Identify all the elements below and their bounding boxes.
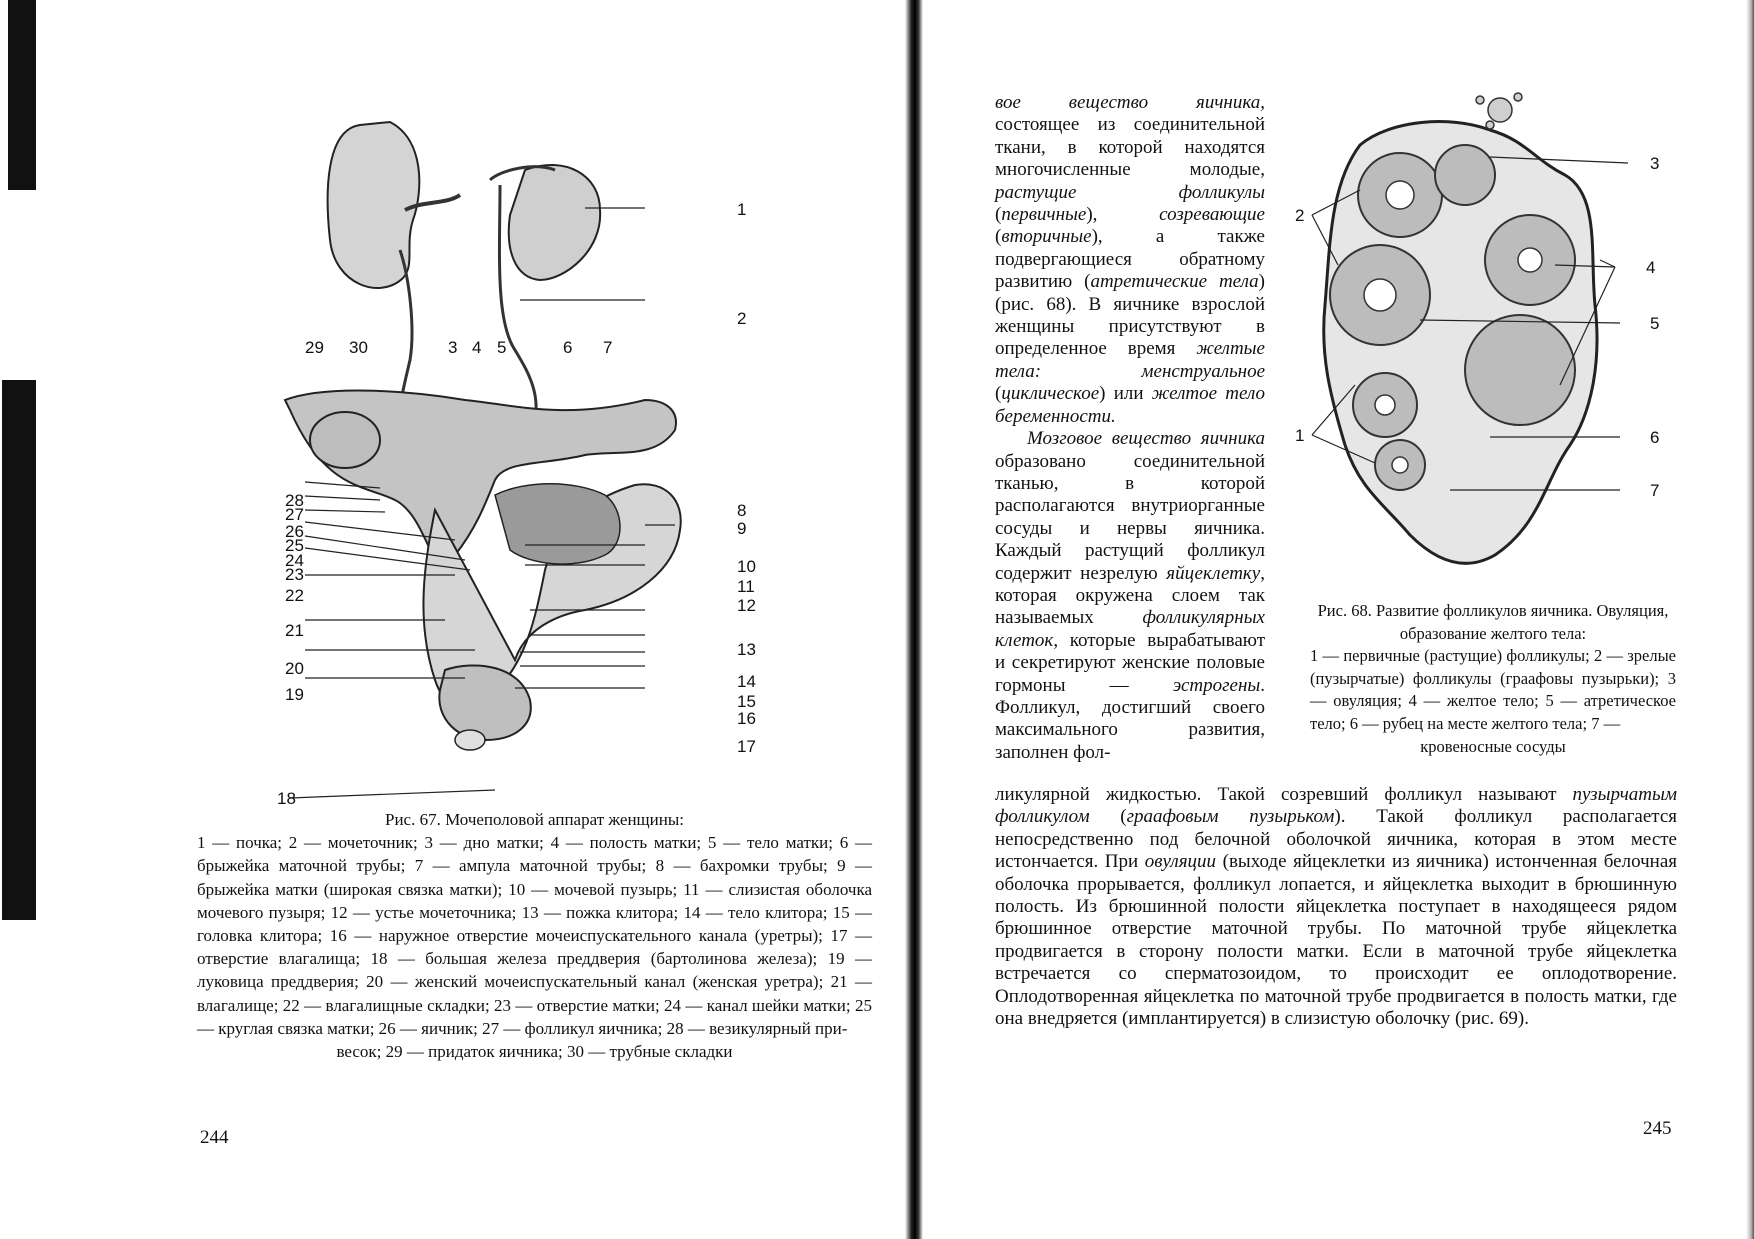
text-run: , которые вырабатывают и секретируют женские половые гормоны — — [995, 629, 1265, 696]
fig67-label-3: 3 — [448, 338, 458, 357]
italic-term: эстрогены — [1172, 674, 1261, 696]
fig67-label-7: 7 — [603, 338, 613, 357]
figure-68-drawing — [1290, 85, 1680, 590]
wide-paragraph — [995, 784, 1677, 1030]
italic-term: вторичные — [1001, 226, 1092, 248]
figure-67-caption-last-line: весок; 29 — придаток яичника; 30 — трубные складки — [336, 1042, 733, 1062]
fig67-label-5: 5 — [497, 338, 507, 357]
figure-68-caption — [1310, 600, 1676, 758]
fig67-label-15: 15 — [737, 692, 756, 711]
page-number-left: 244 — [200, 1127, 229, 1148]
text-run: ( — [995, 226, 1002, 248]
italic-term: растущие фолликулы — [995, 181, 1265, 203]
text-run: ликулярной жидкостью. Такой созревший фолликул называют — [995, 784, 1573, 805]
italic-term: первичные — [1001, 204, 1087, 226]
fig67-label-2: 2 — [737, 309, 747, 328]
text-run: ) (рис. 68). В яичнике взрослой женщины присутствуют в определенное время — [995, 271, 1265, 360]
fig67-label-12: 12 — [737, 596, 756, 615]
fig67-label-6: 6 — [563, 338, 573, 357]
fig67-label-11: 11 — [737, 577, 755, 596]
text-run: ), а также подвергающиеся обратному развитию ( — [995, 226, 1265, 293]
figure-68-caption-body: 1 — первичные (растущие) фолликулы; 2 — зрелые (пузырчатые) фолликулы (граафовы пузырьки); 3 — овуляция; 4 — желтое тело; 5 — атретическое тело; 6 — рубец на месте желтого тела; 7 — — [1310, 646, 1676, 733]
italic-term: граафовым пузырьком — [1126, 806, 1335, 828]
text-run: . Фолликул, достигший своего максимального развития, заполнен фол- — [995, 674, 1265, 763]
fig67-label-24: 24 — [285, 551, 304, 570]
fig67-label-19: 19 — [285, 685, 304, 704]
narrow-paragraph-2 — [995, 428, 1265, 764]
fig68-label-1: 1 — [1295, 426, 1305, 445]
text-run: ( — [995, 204, 1002, 226]
fig67-label-25: 25 — [285, 536, 304, 555]
italic-term: овуляции — [1144, 851, 1217, 873]
text-run: ( — [1089, 806, 1127, 828]
fig67-label-29: 29 — [305, 338, 324, 357]
narrow-paragraph-1 — [995, 92, 1265, 428]
fig68-label-3: 3 — [1650, 154, 1660, 173]
text-run: ), — [1086, 204, 1160, 226]
text-run: , состоящее из соединительной ткани, в которой находятся многочисленные молодые, — [995, 92, 1265, 181]
fig68-label-6: 6 — [1650, 428, 1660, 447]
fig67-label-9: 9 — [737, 519, 747, 538]
italic-term: циклическое — [1001, 383, 1100, 405]
page-number-right: 245 — [1643, 1118, 1672, 1139]
fig67-label-20: 20 — [285, 659, 304, 678]
narrow-text-column — [995, 92, 1265, 764]
text-run: ). Такой фолликул располагается непосредственно под белочной оболочкой яичника, которая в этом месте истончается. При — [995, 806, 1677, 873]
figure-68-caption-title: Рис. 68. Развитие фолликулов яичника. Овуляция, образование желтого тела: — [1317, 601, 1669, 643]
italic-term: вое вещество яичника — [995, 92, 1261, 113]
text-run: образовано соединительной тканью, в которой располагаются внутриорганные сосуды и нервы яичника. Каждый растущий фолликул содержит незрелую — [995, 450, 1265, 584]
fig67-label-18: 18 — [277, 789, 296, 808]
text-run: ( — [995, 383, 1002, 405]
fig67-label-22: 22 — [285, 586, 304, 605]
italic-term: фолликулярных клеток — [995, 607, 1265, 651]
fig67-label-1: 1 — [737, 200, 747, 219]
fig67-label-28: 28 — [285, 491, 304, 510]
figure-67-caption-body: 1 — почка; 2 — мочеточник; 3 — дно матки; 4 — полость матки; 5 — тело матки; 6 — брыжейка маточной трубы; 7 — ампула маточной трубы; 8 — бахромки трубы; 9 — брыжейка матки (широкая связка матки); 10 — мочевой пузырь; 11 — слизистая оболочка мочевого пузыря; 12 — устье мочеточника; 13 — пожка клитора; 14 — тело клитора; 15 — головка клитора; 16 — наружное отверстие мочеиспускательного канала (уретры); 17 — отверстие влагалища; 18 — большая железа преддверия (бартолинова железа); 19 — луковица преддверия; 20 — женский мочеиспускательный канал (женская уретра); 21 — влагалище; 22 — влагалищные складки; 23 — отверстие матки; 24 — канал шейки матки; 25 — круглая связка матки; 26 — яичник; 27 — фолликул яичника; 28 — везикулярный при- — [197, 833, 872, 1038]
fig67-label-21: 21 — [285, 621, 304, 640]
fig67-label-23: 23 — [285, 565, 304, 584]
fig68-label-4: 4 — [1646, 258, 1656, 277]
italic-term: атретические тела — [1090, 271, 1259, 293]
fig68-label-5: 5 — [1650, 314, 1660, 333]
wide-text-column — [995, 784, 1677, 1030]
fig67-label-26: 26 — [285, 522, 304, 541]
figure-68-caption-last-line: кровеносные сосуды — [1420, 736, 1566, 756]
italic-term: Мозговое вещество яичника — [1027, 428, 1265, 450]
fig67-label-17: 17 — [737, 737, 756, 756]
fig67-label-10: 10 — [737, 557, 756, 576]
text-run: ) или — [1099, 383, 1152, 405]
fig67-label-8: 8 — [737, 501, 747, 520]
fig68-label-2: 2 — [1295, 206, 1305, 225]
fig67-label-30: 30 — [349, 338, 368, 357]
fig67-label-16: 16 — [737, 709, 756, 728]
fig67-label-13: 13 — [737, 640, 756, 659]
fig67-label-27: 27 — [285, 505, 304, 524]
italic-term: яйцеклетку — [1166, 562, 1261, 584]
fig67-label-14: 14 — [737, 672, 756, 691]
italic-term: созревающие — [1159, 204, 1265, 226]
italic-term: желтые тела: менструальное — [995, 338, 1265, 382]
fig68-label-7: 7 — [1650, 481, 1660, 500]
figure-67-caption-title: Рис. 67. Мочеполовой аппарат женщины: — [384, 810, 684, 829]
figure-68-ovary-illustration — [1290, 85, 1680, 590]
italic-term: желтое тело беременности. — [995, 383, 1265, 427]
text-run: (выходе яйцеклетки из яичника) истонченная белочная оболочка прорывается, фолликул лопается, и яйцеклетка выходит в брюшинную полость. Из брюшинной полости яйцеклетка поступает в находящееся рядом брюшинное отверстие маточной трубы. По маточной трубе яйцеклетка продвигается в сторону полости матки. Если в маточной трубе яйцеклетка встречается со сперматозоидом, то происходит ее оплодотворение. Оплодотворенная яйцеклетка по маточной трубе продвигается в полость матки, где она внедряется (имплантируется) в слизистую оболочку (рис. 69). — [995, 851, 1677, 1030]
italic-term: пузырчатым фолликулом — [995, 784, 1677, 828]
fig67-label-4: 4 — [472, 338, 482, 357]
text-run: , которая окружена слоем так называемых — [995, 562, 1265, 629]
